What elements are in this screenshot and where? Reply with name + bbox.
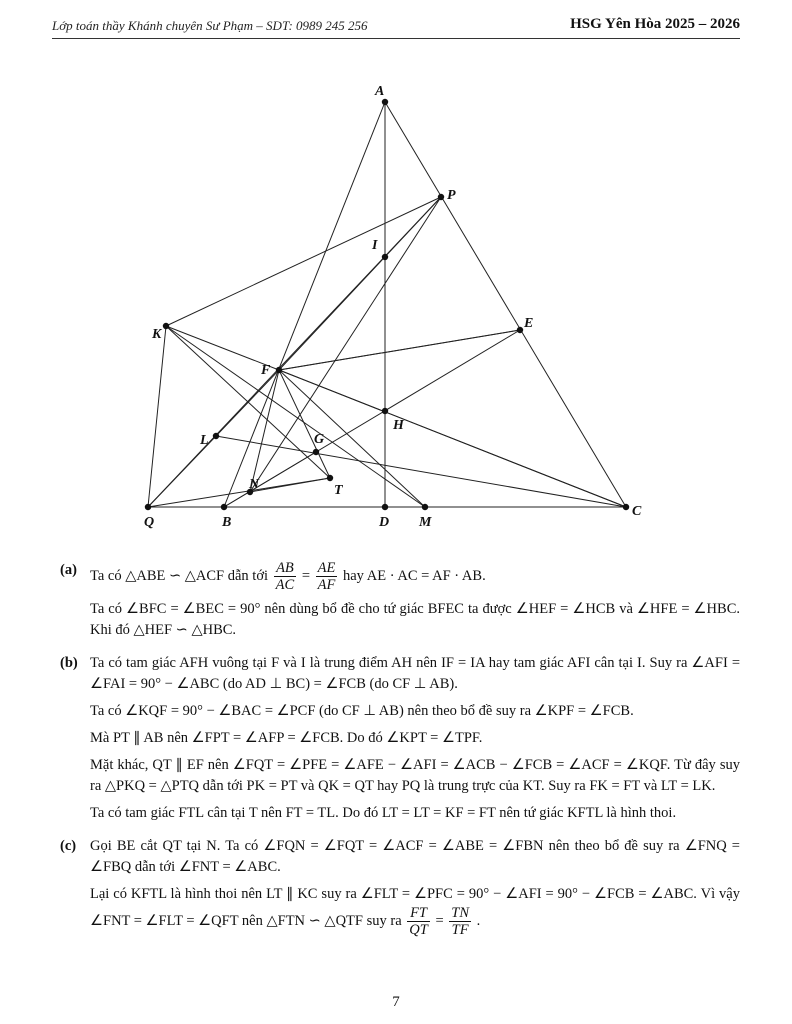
- text-run: Lại có KFTL là hình thoi nên LT ∥ KC suy ra ∠FLT = ∠PFC = 90° − ∠AFI = 90° − ∠FCB = ∠ABC. Vì vậy ∠FNT = ∠FLT = ∠QFT nên △FTN ∽ △QTF suy ra: [90, 886, 740, 929]
- label-M: M: [419, 515, 432, 530]
- segment-AC: [385, 102, 626, 507]
- part-a: [60, 560, 740, 641]
- label-C: C: [632, 504, 642, 519]
- geometry-figure: [0, 70, 792, 550]
- text-run: Ta có △ABE ∽ △ACF dẫn tới: [90, 567, 269, 584]
- segment-LF: [216, 370, 279, 436]
- part-c: [60, 836, 740, 938]
- fraction-numerator: TN: [451, 905, 469, 921]
- label-E: E: [524, 316, 534, 331]
- fraction-denominator: QT: [409, 922, 428, 938]
- fraction-denominator: TF: [451, 922, 469, 938]
- label-D: D: [379, 515, 390, 530]
- point-M: [422, 504, 428, 510]
- point-L: [213, 433, 219, 439]
- segment-QT: [148, 478, 330, 507]
- point-H: [382, 408, 388, 414]
- equals-sign: =: [435, 912, 444, 929]
- text-run: .: [476, 912, 481, 929]
- fraction: [407, 905, 430, 938]
- point-D: [382, 504, 388, 510]
- fraction-denominator: AF: [317, 577, 336, 593]
- solution-content: [60, 560, 740, 950]
- label-H: H: [393, 418, 404, 433]
- label-P: P: [447, 188, 456, 203]
- text-run: hay AE · AC = AF · AB.: [342, 567, 486, 584]
- fraction: [449, 905, 471, 938]
- label-L: L: [200, 433, 209, 448]
- figure-labels: [144, 84, 642, 530]
- paragraph: Ta có tam giác FTL cân tại T nên FT = TL. Do đó LT = LT = KF = FT nên tứ giác KFTL là hình thoi.: [90, 805, 677, 821]
- fraction: [316, 560, 338, 593]
- segment-FE: [279, 330, 520, 370]
- equals-sign: =: [301, 567, 311, 584]
- point-A: [382, 99, 388, 105]
- point-B: [221, 504, 227, 510]
- paragraph: [90, 560, 740, 593]
- label-Q: Q: [144, 515, 155, 530]
- header-right-text: HSG Yên Hòa 2025 – 2026: [570, 16, 740, 32]
- fraction-denominator: AC: [275, 577, 295, 593]
- paragraph: Ta có ∠KQF = 90° − ∠BAC = ∠PCF (do CF ⊥ AB) nên theo bổ đề suy ra ∠KPF = ∠FCB.: [90, 703, 634, 719]
- label-G: G: [314, 432, 325, 447]
- paragraph: Ta có tam giác AFH vuông tại F và I là trung điểm AH nên IF = IA hay tam giác AFI cân tại I. Suy ra ∠AFI = ∠FAI = 90° − ∠ABC (do AD ⊥ BC) = ∠FCB (do CF ⊥ AB).: [90, 655, 740, 692]
- fraction: [274, 560, 297, 593]
- part-label: (a): [60, 562, 77, 578]
- segment-KQ: [148, 326, 166, 507]
- fraction-numerator: FT: [407, 905, 430, 922]
- label-I: I: [372, 238, 378, 253]
- point-K: [163, 323, 169, 329]
- paragraph: Gọi BE cắt QT tại N. Ta có ∠FQN = ∠FQT = ∠ACF = ∠ABE = ∠FBN nên theo bổ đề suy ra ∠FNQ = ∠FBQ dẫn tới ∠FNT = ∠ABC.: [90, 838, 740, 875]
- page-number: 7: [392, 994, 400, 1010]
- segment-LC: [216, 436, 626, 507]
- segment-KM: [166, 326, 425, 507]
- label-A: A: [375, 84, 385, 99]
- point-C: [623, 504, 629, 510]
- fraction-numerator: AB: [274, 560, 297, 577]
- point-P: [438, 194, 444, 200]
- point-E: [517, 327, 523, 333]
- header-left-text: Lớp toán thầy Khánh chuyên Sư Phạm – SDT: 0989 245 256: [52, 18, 368, 33]
- label-F: F: [261, 363, 271, 378]
- point-F: [276, 367, 282, 373]
- paragraph: Mà PT ∥ AB nên ∠FPT = ∠AFP = ∠FCB. Do đó ∠KPT = ∠TPF.: [90, 730, 483, 746]
- label-K: K: [152, 327, 162, 342]
- part-label: (c): [60, 838, 77, 854]
- paragraph: [90, 884, 740, 938]
- paragraph: Mặt khác, QT ∥ EF nên ∠FQT = ∠PFE = ∠AFE − ∠AFI = ∠ACB − ∠FCB = ∠ACF = ∠KQF. Từ đây suy ra △PKQ = △PTQ dẫn tới PK = PT và QK = QT hay PQ là trung trực của KT. Suy ra FK = FT và LT = LK.: [90, 757, 740, 794]
- figure-points: [145, 99, 629, 510]
- point-Q: [145, 504, 151, 510]
- point-I: [382, 254, 388, 260]
- fraction-numerator: AE: [317, 560, 336, 576]
- label-N: N: [249, 477, 260, 492]
- part-label: (b): [60, 655, 78, 671]
- point-G: [313, 449, 319, 455]
- paragraph: Ta có ∠BFC = ∠BEC = 90° nên dùng bổ đề cho tứ giác BFEC ta được ∠HEF = ∠HCB và ∠HFE = ∠HBC. Khi đó △HEF ∽ △HBC.: [90, 601, 740, 638]
- label-T: T: [334, 483, 343, 498]
- segment-FM: [279, 370, 425, 507]
- segment-FT: [279, 370, 330, 478]
- figure-segments: [148, 102, 626, 507]
- point-T: [327, 475, 333, 481]
- page-header: [52, 14, 740, 39]
- part-b: [60, 653, 740, 824]
- segment-FC: [279, 370, 626, 507]
- label-B: B: [222, 515, 232, 530]
